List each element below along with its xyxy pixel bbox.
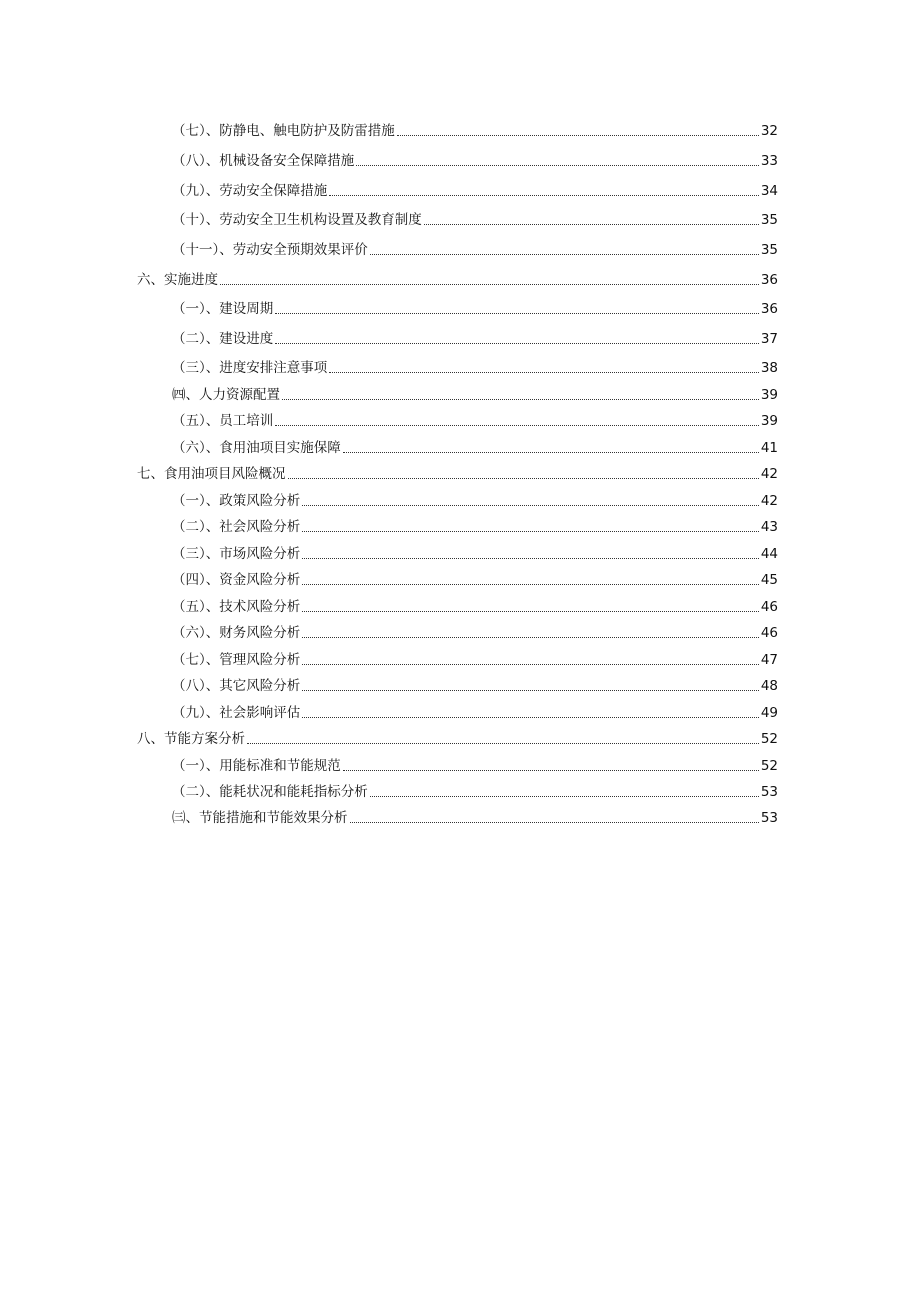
toc-chapter-page: 42	[760, 466, 778, 482]
dot-leader	[370, 796, 759, 797]
toc-entry-page: 46	[760, 625, 778, 641]
toc-entry[interactable]	[172, 412, 778, 430]
toc-entry-label: （一）、政策风险分析	[172, 493, 301, 509]
toc-entry-page: 33	[760, 153, 778, 169]
toc-entry[interactable]	[172, 598, 778, 616]
toc-entry[interactable]	[172, 757, 778, 775]
toc-entry-label: ㈢、节能措施和节能效果分析	[172, 810, 348, 826]
toc-entry-label: （六）、财务风险分析	[172, 625, 301, 641]
toc-entry[interactable]	[172, 518, 778, 536]
toc-entry-page: 36	[760, 301, 778, 317]
toc-entry-page: 41	[760, 440, 778, 456]
dot-leader	[329, 195, 759, 196]
toc-chapter-label: 六、实施进度	[137, 272, 218, 288]
toc-entry-page: 53	[760, 810, 778, 826]
dot-leader	[302, 531, 759, 532]
toc-entry-page: 35	[760, 212, 778, 228]
toc-entry[interactable]	[172, 809, 778, 827]
toc-entry-page: 39	[760, 413, 778, 429]
toc-entry[interactable]	[172, 624, 778, 642]
toc-chapter[interactable]	[137, 465, 778, 483]
toc-entry-label: （五）、员工培训	[172, 413, 274, 429]
toc-entry[interactable]	[172, 704, 778, 722]
toc-entry[interactable]	[172, 571, 778, 589]
toc-entry-label: （二）、建设进度	[172, 331, 274, 347]
toc-entry[interactable]	[172, 330, 778, 348]
toc-entry-page: 48	[760, 678, 778, 694]
toc-entry-page: 52	[760, 758, 778, 774]
dot-leader	[350, 822, 759, 823]
toc-entry-label: （九）、劳动安全保障措施	[172, 183, 328, 199]
toc-entry[interactable]	[172, 211, 778, 229]
toc-entry-label: （五）、技术风险分析	[172, 599, 301, 615]
toc-chapter-label: 八、节能方案分析	[137, 731, 245, 747]
dot-leader	[288, 478, 759, 479]
dot-leader	[282, 399, 759, 400]
toc-entry-page: 39	[760, 387, 778, 403]
toc-entry-label: （十一）、劳动安全预期效果评价	[172, 242, 368, 258]
toc-entry-label: （三）、进度安排注意事项	[172, 360, 328, 376]
toc-entry-page: 35	[760, 242, 778, 258]
toc-entry[interactable]	[172, 545, 778, 563]
dot-leader	[275, 343, 759, 344]
toc-entry-page: 43	[760, 519, 778, 535]
toc-entry-label: （一）、建设周期	[172, 301, 274, 317]
toc-entry[interactable]	[172, 492, 778, 510]
dot-leader	[302, 637, 759, 638]
toc-entry-label: （十）、劳动安全卫生机构设置及教育制度	[172, 212, 422, 228]
toc-entry-page: 53	[760, 784, 778, 800]
dot-leader	[343, 452, 759, 453]
dot-leader	[329, 372, 759, 373]
toc-entry[interactable]	[172, 439, 778, 457]
toc-entry[interactable]	[172, 783, 778, 801]
toc-entry[interactable]	[172, 122, 778, 140]
dot-leader	[302, 717, 759, 718]
dot-leader	[397, 135, 759, 136]
dot-leader	[302, 690, 759, 691]
toc-entry-page: 47	[760, 652, 778, 668]
dot-leader	[356, 165, 759, 166]
toc-entry-page: 45	[760, 572, 778, 588]
toc-entry-label: （二）、能耗状况和能耗指标分析	[172, 784, 368, 800]
toc-entry-page: 42	[760, 493, 778, 509]
toc-entry-label: （二）、社会风险分析	[172, 519, 301, 535]
toc-entry[interactable]	[172, 300, 778, 318]
toc-entry[interactable]	[172, 677, 778, 695]
dot-leader	[275, 313, 759, 314]
toc-chapter[interactable]	[137, 271, 778, 289]
toc-chapter[interactable]	[137, 730, 778, 748]
toc-entry-label: （三）、市场风险分析	[172, 546, 301, 562]
toc-entry-label: （八）、机械设备安全保障措施	[172, 153, 355, 169]
dot-leader	[220, 284, 759, 285]
toc-entry-page: 44	[760, 546, 778, 562]
toc-entry-label: （一）、用能标准和节能规范	[172, 758, 341, 774]
toc-entry-label: （八）、其它风险分析	[172, 678, 301, 694]
dot-leader	[302, 558, 759, 559]
dot-leader	[275, 425, 759, 426]
toc-entry[interactable]	[172, 241, 778, 259]
toc-entry[interactable]	[172, 152, 778, 170]
dot-leader	[370, 254, 759, 255]
toc-entry-label: （九）、社会影响评估	[172, 705, 301, 721]
dot-leader	[302, 664, 759, 665]
toc-entry-page: 49	[760, 705, 778, 721]
dot-leader	[302, 611, 759, 612]
toc-entry[interactable]	[172, 651, 778, 669]
toc-chapter-page: 36	[760, 272, 778, 288]
dot-leader	[343, 770, 759, 771]
toc-entry-page: 34	[760, 183, 778, 199]
toc-entry-page: 37	[760, 331, 778, 347]
dot-leader	[302, 505, 759, 506]
toc-chapter-label: 七、食用油项目风险概况	[137, 466, 286, 482]
toc-entry[interactable]	[172, 386, 778, 404]
dot-leader	[424, 224, 759, 225]
toc-entry-page: 46	[760, 599, 778, 615]
toc-entry-label: （七）、防静电、触电防护及防雷措施	[172, 123, 395, 139]
toc-entry-label: ㈣、人力资源配置	[172, 387, 280, 403]
toc-entry[interactable]	[172, 182, 778, 200]
toc-entry[interactable]	[172, 359, 778, 377]
toc-chapter-page: 52	[760, 731, 778, 747]
toc-entry-page: 38	[760, 360, 778, 376]
toc-entry-label: （六）、食用油项目实施保障	[172, 440, 341, 456]
dot-leader	[302, 584, 759, 585]
toc-entry-label: （四）、资金风险分析	[172, 572, 301, 588]
dot-leader	[247, 743, 759, 744]
toc-entry-label: （七）、管理风险分析	[172, 652, 301, 668]
toc-entry-page: 32	[760, 123, 778, 139]
